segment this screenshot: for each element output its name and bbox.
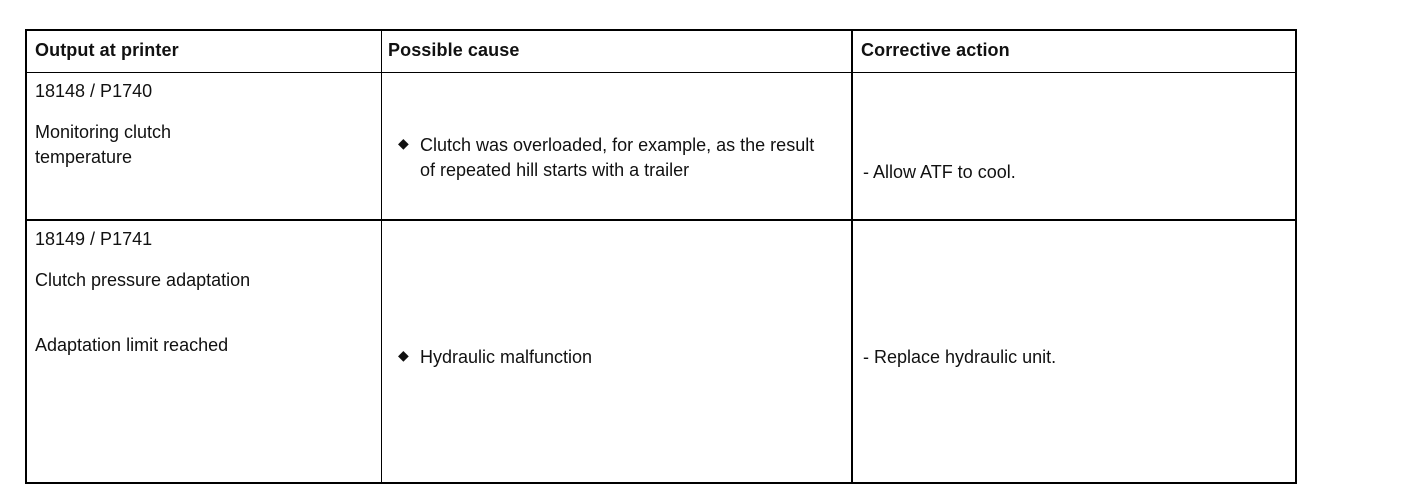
cause-cell (381, 220, 851, 484)
cause-item (398, 133, 838, 183)
fault-code: 18149 / P1741 (35, 229, 153, 249)
fault-table (25, 29, 1297, 484)
fault-description: Adaptation limit reached (35, 335, 229, 355)
table-row (27, 220, 1295, 484)
output-cell (27, 220, 381, 484)
diamond-bullet-icon: ◆ (398, 347, 409, 363)
action-cell (851, 220, 1295, 484)
action-cell (851, 72, 1295, 219)
cause-cell (381, 72, 851, 219)
table-header-row (27, 31, 1295, 73)
fault-code: 18148 / P1740 (35, 81, 153, 101)
corrective-action-header-cell (851, 31, 1295, 72)
output-header-cell (27, 31, 381, 72)
output-at-printer-header: Output at printer (35, 40, 179, 60)
fault-description: Monitoring clutch temperature (35, 122, 172, 167)
possible-cause-header: Possible cause (388, 40, 520, 60)
corrective-action-text: - Replace hydraulic unit. (863, 347, 1057, 367)
diamond-bullet-icon: ◆ (398, 135, 409, 151)
possible-cause-header-cell (381, 31, 851, 72)
corrective-action-header: Corrective action (861, 40, 1010, 60)
fault-description: Clutch pressure adaptation (35, 270, 251, 290)
cause-text: Hydraulic malfunction (420, 347, 593, 367)
output-cell (27, 72, 381, 219)
table-row (27, 72, 1295, 221)
corrective-action-text: - Allow ATF to cool. (863, 162, 1016, 182)
cause-text: Clutch was overloaded, for example, as the result of repeated hill starts with a trailer (420, 135, 815, 180)
cause-item (398, 345, 838, 370)
